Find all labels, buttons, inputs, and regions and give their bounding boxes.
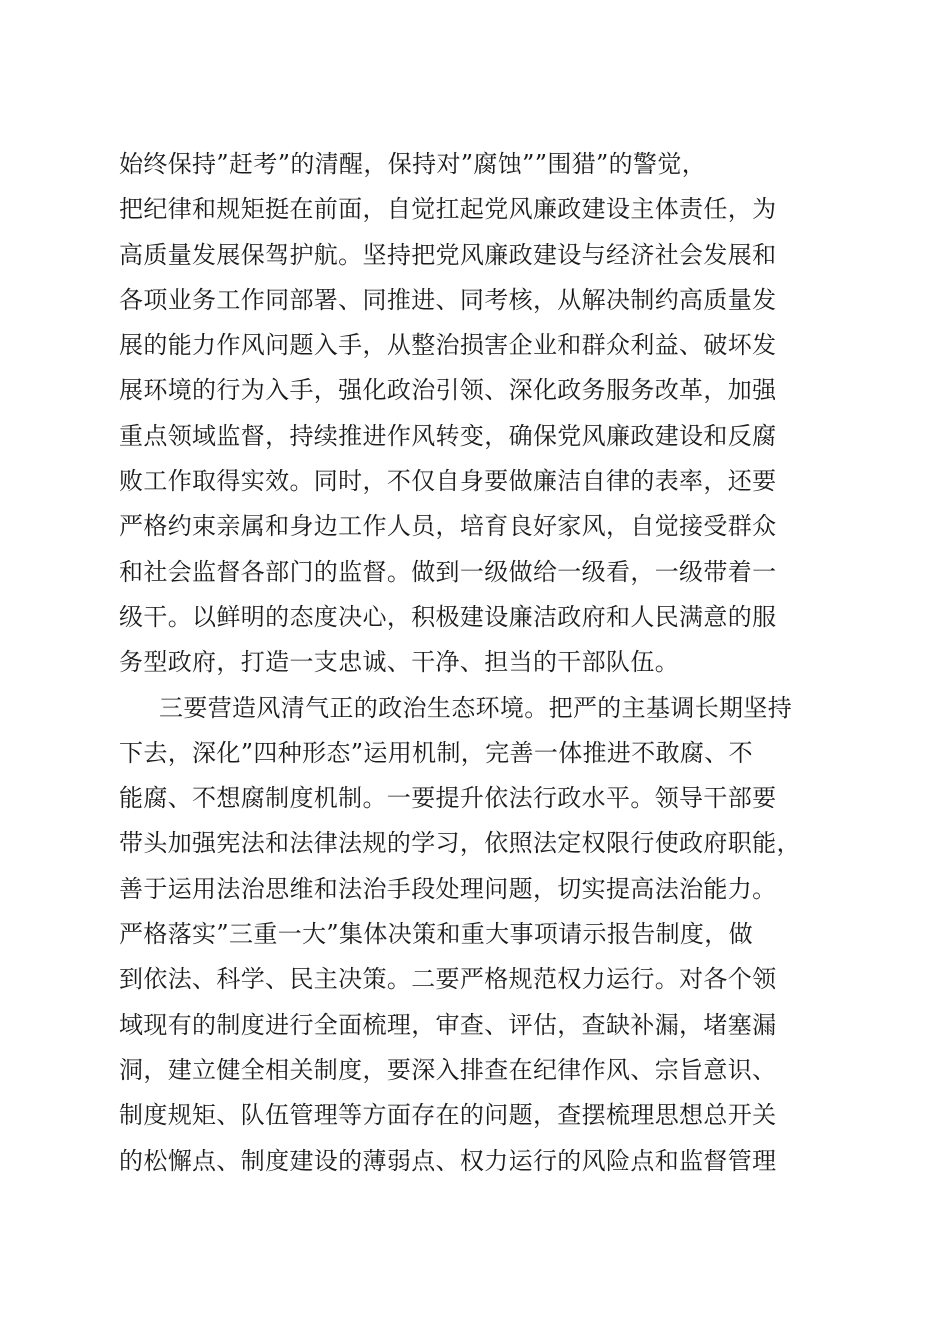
text-line: 始终保持”赶考”的清醒，保持对”腐蚀””围猎”的警觉， (119, 150, 707, 178)
text-line: 把纪律和规矩挺在前面，自觉扛起党风廉政建设主体责任，为 (119, 195, 777, 224)
text-line: 级干。以鲜明的态度决心，积极建设廉洁政府和人民满意的服 (119, 602, 777, 631)
body-text (119, 142, 839, 1184)
text-line: 展环境的行为入手，强化政治引领、深化政务服务改革，加强 (119, 376, 777, 405)
text-line: 洞，建立健全相关制度，要深入排查在纪律作风、宗旨意识、 (119, 1055, 777, 1084)
text-line: 下去，深化”四种形态”运用机制，完善一体推进不敢腐、不 (119, 738, 753, 767)
text-line: 善于运用法治思维和法治手段处理问题，切实提高法治能力。 (119, 874, 777, 903)
text-line: 务型政府，打造一支忠诚、干净、担当的干部队伍。 (119, 648, 680, 677)
text-line: 重点领域监督，持续推进作风转变，确保党风廉政建设和反腐 (119, 421, 777, 450)
text-line: 高质量发展保驾护航。坚持把党风廉政建设与经济社会发展和 (119, 240, 777, 269)
text-line: 能腐、不想腐制度机制。一要提升依法行政水平。领导干部要 (119, 784, 777, 813)
paragraph-start-line: 三要营造风清气正的政治生态环境。把严的主基调长期坚持 (159, 693, 793, 722)
text-line: 制度规矩、队伍管理等方面存在的问题，查摆梳理思想总开关 (119, 1101, 777, 1130)
text-line: 展的能力作风问题入手，从整治损害企业和群众利益、破坏发 (119, 331, 777, 360)
text-line: 的松懈点、制度建设的薄弱点、权力运行的风险点和监督管理 (119, 1146, 777, 1175)
text-line: 败工作取得实效。同时，不仅自身要做廉洁自律的表率，还要 (119, 467, 777, 496)
text-line: 到依法、科学、民主决策。二要严格规范权力运行。对各个领 (119, 965, 777, 994)
text-line: 严格落实”三重一大”集体决策和重大事项请示报告制度，做 (119, 920, 753, 949)
text-line: 和社会监督各部门的监督。做到一级做给一级看，一级带着一 (119, 557, 777, 586)
text-line: 带头加强宪法和法律法规的学习，依照法定权限行使政府职能， (119, 829, 801, 858)
text-line: 域现有的制度进行全面梳理，审查、评估，查缺补漏，堵塞漏 (119, 1010, 777, 1039)
text-line: 各项业务工作同部署、同推进、同考核，从解决制约高质量发 (119, 285, 777, 314)
text-line: 严格约束亲属和身边工作人员，培育良好家风，自觉接受群众 (119, 512, 777, 541)
